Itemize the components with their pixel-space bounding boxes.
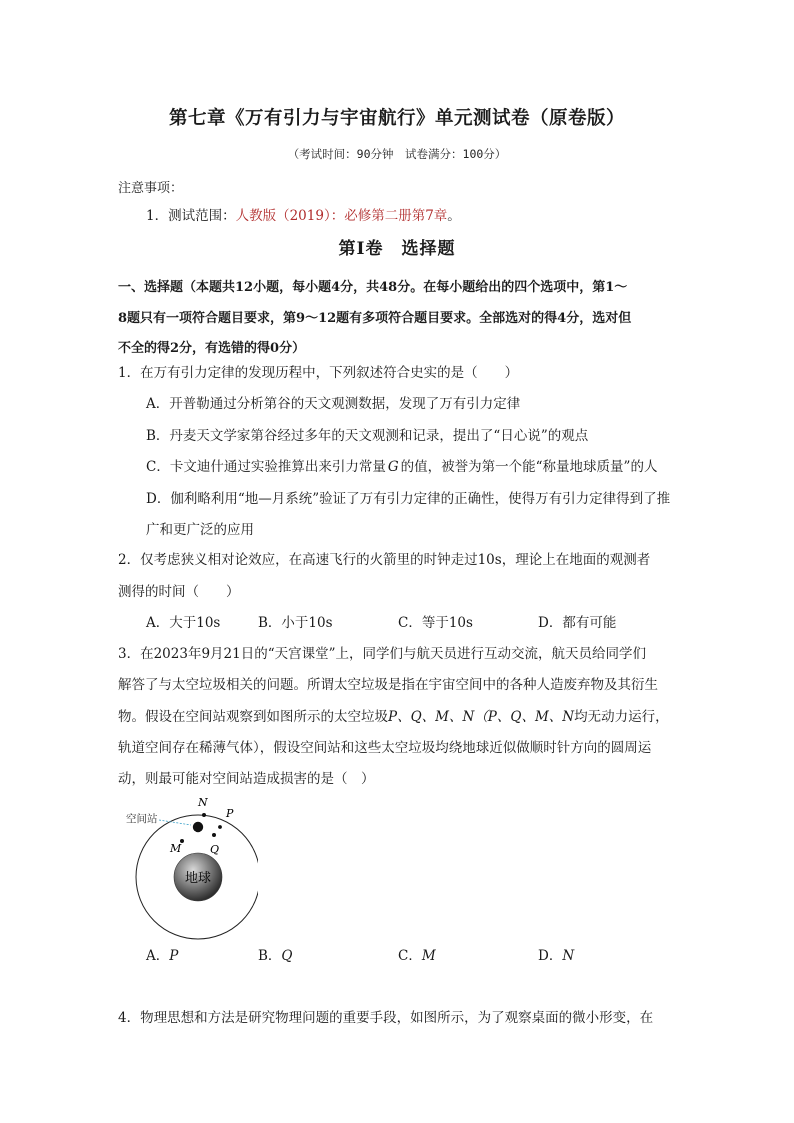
instructions-line-1: 一、选择题（本题共12小题，每小题4分，共48分。在每小题给出的四个选项中，第1～: [118, 280, 628, 295]
debris-p-dot: [218, 825, 222, 829]
q1-option-b: B．丹麦天文学家第谷经过多年的天文观测和记录，提出了“日心说”的观点: [146, 428, 589, 444]
q1-option-d-line-1: D．伽利略利用“地—月系统”验证了万有引力定律的正确性，使得万有引力定律得到了推: [146, 491, 671, 507]
space-station-dot: [193, 822, 203, 832]
q3-line-4: 轨道空间存在稀薄气体），假设空间站和这些太空垃圾均绕地球近似做顺时针方向的圆周运: [118, 740, 652, 756]
notes-item-1-suffix: 。: [447, 208, 461, 224]
instructions-line-3: 不全的得2分，有选错的得0分）: [118, 341, 306, 356]
debris-n-dot: [202, 813, 206, 817]
q3-option-a: [146, 944, 178, 964]
instructions-line-2: 8题只有一项符合题目要求，第9～12题有多项符合题目要求。全部选对的得4分，选对但: [118, 311, 632, 326]
station-leader-line: [159, 820, 191, 825]
exam-info: （考试时间：90分钟 试卷满分：100分）: [287, 147, 507, 161]
q3-line-3: [118, 705, 669, 725]
q2-option-c: C．等于10s: [398, 615, 473, 631]
label-n: N: [198, 796, 208, 809]
q3-option-d: [538, 944, 574, 964]
q3-line-5: 动，则最可能对空间站造成损害的是（ ）: [118, 771, 375, 787]
q3-option-b: [258, 944, 293, 964]
notes-scope: 人教版（2019）：必修第二册第7章: [235, 208, 448, 224]
q3-line-3-vars: P、Q、M、N（P、Q、M、N: [388, 709, 575, 725]
q1-option-c: [146, 455, 657, 475]
q1-option-d-line-2: 广和更广泛的应用: [146, 522, 254, 538]
q3-option-d-value: N: [562, 948, 575, 964]
label-m: M: [170, 842, 182, 855]
notes-item-1: [146, 204, 461, 224]
q2-option-a: A．大于10s: [146, 615, 221, 631]
label-p: P: [226, 807, 234, 820]
debris-q-dot: [212, 833, 216, 837]
q1-var-g: G: [387, 459, 399, 475]
q3-line-3-pre: 物。假设在空间站观察到如图所示的太空垃圾: [118, 709, 388, 725]
q1-stem: 1．在万有引力定律的发现历程中，下列叙述符合史实的是（ ）: [118, 365, 519, 381]
q3-option-b-value: Q: [281, 948, 293, 964]
q1-option-c-post: 的值，被誉为第一个能“称量地球质量”的人: [400, 459, 658, 475]
q1-option-a: A．开普勒通过分析第谷的天文观测数据，发现了万有引力定律: [146, 396, 521, 412]
q3-option-a-prefix: A．: [146, 948, 170, 964]
q3-option-c-value: M: [421, 948, 436, 964]
q2-stem-line-2: 测得的时间（ ）: [118, 584, 240, 600]
earth-label: 地球: [184, 871, 212, 886]
q3-option-d-prefix: D．: [538, 948, 563, 964]
q3-option-c-prefix: C．: [398, 948, 422, 964]
q2-stem-line-1: 2．仅考虑狭义相对论效应，在高速飞行的火箭里的时钟走过10s，理论上在地面的观测者: [118, 552, 651, 568]
q2-option-b: B．小于10s: [258, 615, 333, 631]
notes-item-1-prefix: 1．测试范围：: [146, 208, 236, 224]
q3-option-c: [398, 944, 436, 964]
q4-line-1: 4．物理思想和方法是研究物理问题的重要手段，如图所示，为了观察桌面的微小形变，在: [118, 1010, 654, 1026]
label-q: Q: [210, 843, 220, 856]
q1-option-c-pre: C．卡文迪什通过实验推算出来引力常量: [146, 459, 386, 475]
notes-heading: 注意事项：: [118, 181, 184, 196]
q3-option-b-prefix: B．: [258, 948, 282, 964]
q3-option-a-value: P: [169, 948, 179, 964]
station-label: 空间站: [126, 813, 158, 825]
page-title: 第七章《万有引力与宇宙航行》单元测试卷（原卷版）: [168, 108, 625, 129]
q2-option-d: D．都有可能: [538, 615, 617, 631]
section-title: 第Ⅰ卷 选择题: [338, 239, 456, 259]
debris-m-dot: [180, 839, 184, 843]
q3-line-2: 解答了与太空垃圾相关的问题。所谓太空垃圾是指在宇宙空间中的各种人造废弃物及其衍生: [118, 677, 658, 693]
orbit-figure: [118, 790, 258, 940]
q3-line-3-post: 均无动力运行，: [574, 709, 669, 725]
q3-line-1: 3．在2023年9月21日的“天宫课堂”上，同学们与航天员进行互动交流，航天员给同学们: [118, 646, 647, 662]
